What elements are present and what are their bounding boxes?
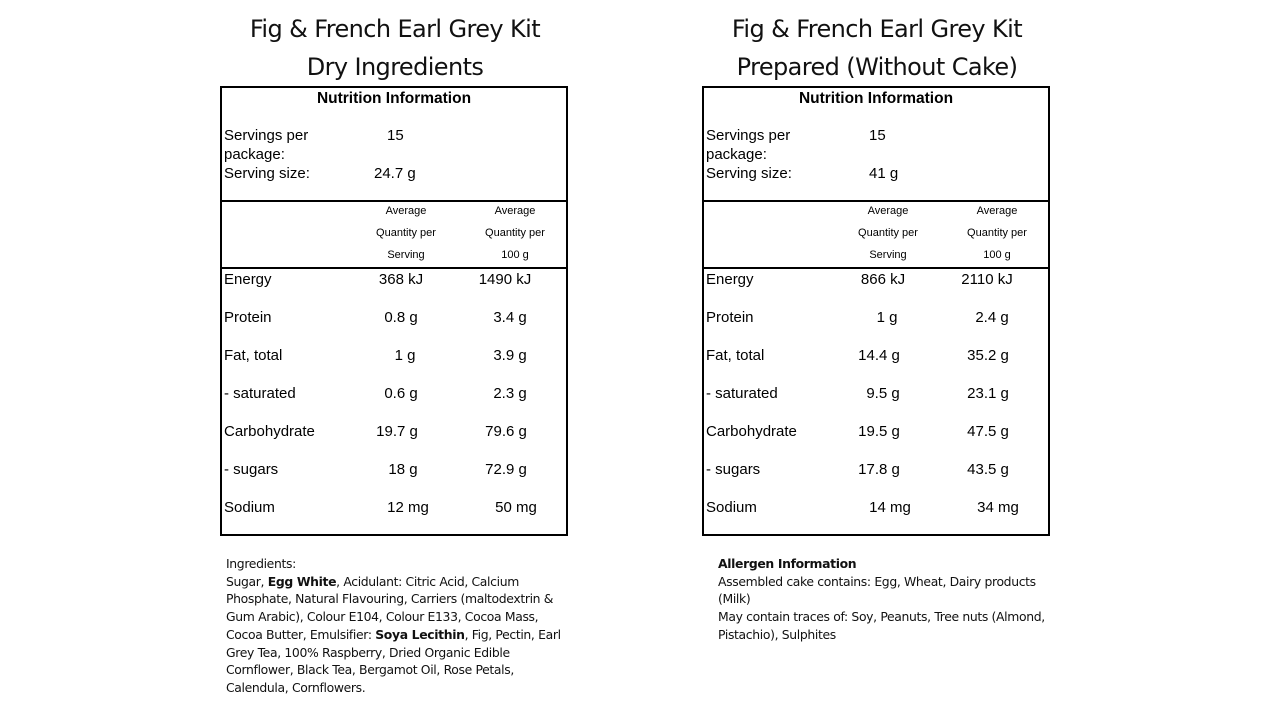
row-label: Energy <box>224 271 272 288</box>
per-100g-value: 3.4 g <box>493 309 527 326</box>
serving-size-label: Serving size: <box>224 165 310 182</box>
per-serving-value: 19.5 g <box>858 423 900 440</box>
per-100g-value: 23.1 g <box>967 385 1009 402</box>
row-label: Carbohydrate <box>706 423 797 440</box>
allergen-contains: Assembled cake contains: Egg, Wheat, Dairy products (Milk) <box>718 573 1036 607</box>
nutrition-heading: Nutrition Information <box>316 90 472 107</box>
row-label: Energy <box>706 271 754 288</box>
ingredient-allergen: Soya Lecithin <box>375 626 465 642</box>
row-label: - saturated <box>224 385 296 402</box>
allergen-heading: Allergen Information <box>718 556 857 571</box>
row-label: Sodium <box>224 499 275 516</box>
per-100g-value: 50 mg <box>495 499 537 516</box>
divider <box>222 267 566 269</box>
col-header-100g <box>465 200 565 266</box>
ingredients-heading: Ingredients: <box>226 556 296 571</box>
nutrition-table <box>220 86 568 536</box>
per-100g-value: 1490 kJ <box>478 271 532 288</box>
col-header-100g <box>947 200 1047 266</box>
row-label: Carbohydrate <box>224 423 315 440</box>
per-serving-value: 1 g <box>394 347 416 364</box>
ingredients-list <box>226 573 571 697</box>
servings-label-2: package: <box>224 146 285 163</box>
per-serving-value: 18 g <box>388 461 418 478</box>
servings-label-2: package: <box>706 146 767 163</box>
row-label: Sodium <box>706 499 757 516</box>
per-100g-value: 2.4 g <box>975 309 1009 326</box>
per-100g-value: 3.9 g <box>493 347 527 364</box>
ingredients-text <box>226 555 571 697</box>
col-header-line: Serving <box>387 249 425 261</box>
serving-size-value: 24.7 g <box>374 165 416 182</box>
row-label: Protein <box>224 309 272 326</box>
row-label: - saturated <box>706 385 778 402</box>
per-serving-value: 0.8 g <box>384 309 418 326</box>
col-header-line: Average <box>494 205 536 217</box>
per-serving-value: 14 mg <box>869 499 911 516</box>
per-serving-value: 17.8 g <box>858 461 900 478</box>
row-label: Fat, total <box>224 347 283 364</box>
row-label: Protein <box>706 309 754 326</box>
per-100g-value: 79.6 g <box>485 423 527 440</box>
panel-title-line2: Prepared (Without Cake) <box>736 53 1018 81</box>
ingredient-text: , Fig, Pectin, Earl Grey Tea, 100% Raspberry, Dried Organic Edible Cornflower, Black Tea, Bergamot Oil, Rose Petals, Calendula, Cornflowers. <box>226 626 561 695</box>
servings-label: Servings per <box>706 127 791 144</box>
per-serving-value: 1 g <box>876 309 898 326</box>
col-header-line: 100 g <box>983 249 1011 261</box>
col-header-line: Average <box>385 205 427 217</box>
per-100g-value: 34 mg <box>977 499 1019 516</box>
divider <box>704 267 1048 269</box>
per-100g-value: 2.3 g <box>493 385 527 402</box>
row-label: - sugars <box>224 461 279 478</box>
row-label: - sugars <box>706 461 761 478</box>
servings-label: Servings per <box>224 127 309 144</box>
ingredient-text: Sugar, <box>226 573 268 589</box>
nutrition-table <box>702 86 1050 536</box>
servings-value: 15 <box>869 127 886 144</box>
per-100g-value: 47.5 g <box>967 423 1009 440</box>
col-header-line: Average <box>976 205 1018 217</box>
col-header-line: Quantity per <box>858 227 918 239</box>
per-100g-value: 72.9 g <box>485 461 527 478</box>
col-header-line: Serving <box>869 249 907 261</box>
panel-title-line1: Fig & French Earl Grey Kit <box>249 15 541 43</box>
allergen-text <box>718 555 1063 644</box>
col-header-serving <box>838 200 938 266</box>
per-serving-value: 368 kJ <box>378 271 424 288</box>
allergen-may-contain: May contain traces of: Soy, Peanuts, Tree nuts (Almond, Pistachio), Sulphites <box>718 609 1045 642</box>
ingredient-allergen: Egg White <box>267 573 337 589</box>
panel-title-line1: Fig & French Earl Grey Kit <box>731 15 1023 43</box>
per-serving-value: 9.5 g <box>866 385 900 402</box>
per-100g-value: 35.2 g <box>967 347 1009 364</box>
ingredient-text: , Acidulant: Citric Acid, Calcium Phosphate, Natural Flavouring, Carriers (maltodextrin & Gum Arabic), Colour E104, Colour E133, Cocoa Mass, Cocoa Butter, Emulsifier: <box>226 573 554 642</box>
per-serving-value: 14.4 g <box>858 347 900 364</box>
per-serving-value: 866 kJ <box>860 271 906 288</box>
col-header-line: Quantity per <box>967 227 1027 239</box>
col-header-line: Quantity per <box>485 227 545 239</box>
panel-title-line2: Dry Ingredients <box>306 53 484 81</box>
servings-value: 15 <box>387 127 404 144</box>
per-serving-value: 0.6 g <box>384 385 418 402</box>
col-header-line: Quantity per <box>376 227 436 239</box>
serving-size-value: 41 g <box>869 165 899 182</box>
col-header-serving <box>356 200 456 266</box>
per-serving-value: 12 mg <box>387 499 429 516</box>
per-100g-value: 43.5 g <box>967 461 1009 478</box>
col-header-line: Average <box>867 205 909 217</box>
col-header-line: 100 g <box>501 249 529 261</box>
row-label: Fat, total <box>706 347 765 364</box>
per-100g-value: 2110 kJ <box>961 271 1013 288</box>
serving-size-label: Serving size: <box>706 165 792 182</box>
per-serving-value: 19.7 g <box>376 423 418 440</box>
nutrition-heading: Nutrition Information <box>798 90 954 107</box>
